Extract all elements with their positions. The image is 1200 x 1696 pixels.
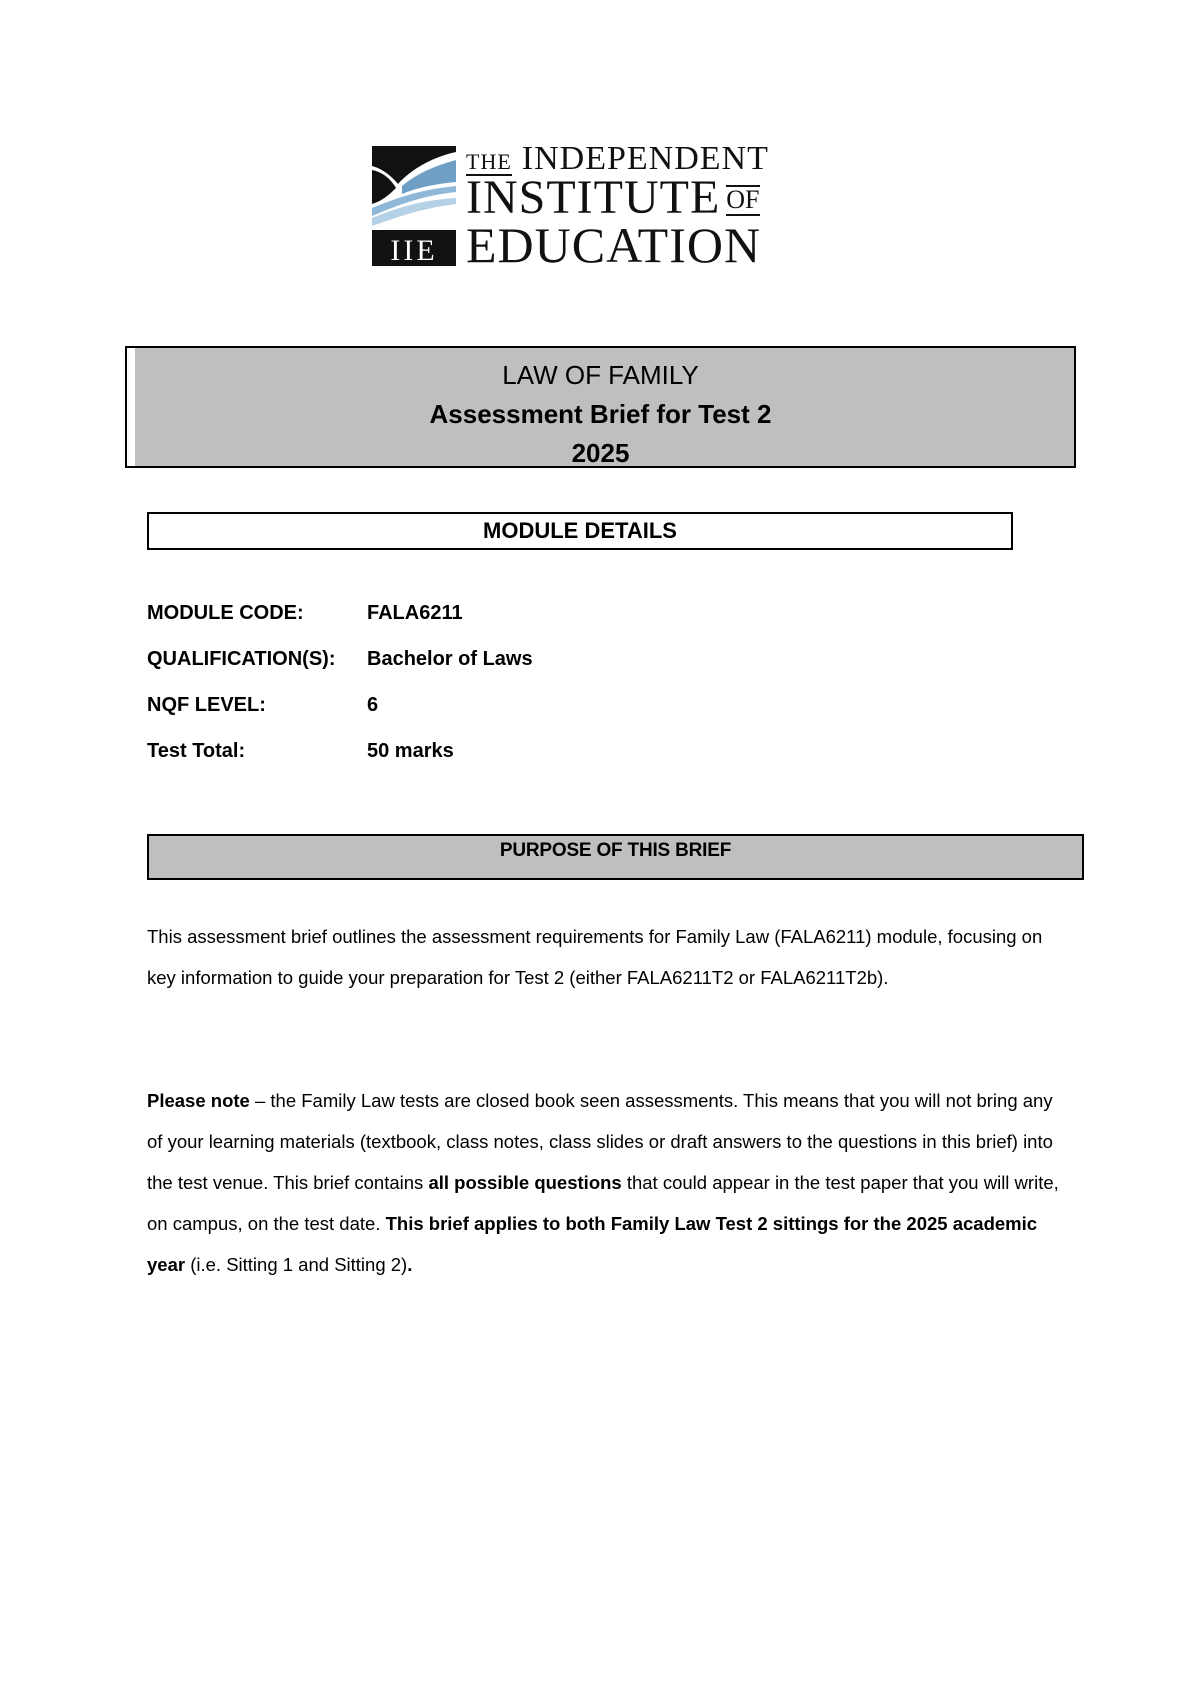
- please-note-lead: Please note: [147, 1090, 250, 1111]
- logo-wordmark: [466, 140, 769, 273]
- iie-logo-mark-icon: [372, 146, 456, 266]
- title-subject: LAW OF FAMILY: [502, 360, 699, 390]
- detail-value: FALA6211: [367, 601, 463, 624]
- iie-logo: [372, 140, 844, 273]
- title-box: [125, 346, 1076, 468]
- purpose-paragraph-1: This assessment brief outlines the assessment requirements for Family Law (FALA6211) module, focusing on key information to guide your preparation for Test 2 (either FALA6211T2 or FALA6211T2b).: [147, 926, 1043, 988]
- para2-text-2: that could appear in the test paper that you will write, on campus, on the test date.: [147, 1172, 1059, 1234]
- detail-label: Test Total:: [147, 739, 246, 762]
- module-details-list: [147, 590, 847, 774]
- logo-institute: INSTITUTE: [466, 171, 721, 224]
- title-assessment: Assessment Brief for Test 2: [429, 399, 772, 429]
- title-year: 2025: [571, 438, 630, 468]
- para2-text-1: – the Family Law tests are closed book seen assessments. This means that you will not bring any of your learning materials (textbook, class notes, class slides or draft answers to the questions in this brief) into the test venue. This brief contains: [147, 1090, 1053, 1193]
- detail-row-test-total: [147, 728, 847, 774]
- para2-text-3: (i.e. Sitting 1 and Sitting 2): [185, 1254, 408, 1275]
- logo-education: EDUCATION: [466, 217, 762, 273]
- para2-bold-2: This brief applies to both Family Law Test 2 sittings for the 2025 academic year: [147, 1213, 1038, 1275]
- detail-label: QUALIFICATION(S):: [147, 647, 336, 670]
- para2-text-4: .: [407, 1254, 413, 1275]
- detail-value: 6: [367, 693, 379, 716]
- para2-bold-1: all possible questions: [428, 1172, 622, 1193]
- detail-label: MODULE CODE:: [147, 601, 304, 624]
- logo-independent: INDEPENDENT: [521, 140, 769, 177]
- purpose-header: PURPOSE OF THIS BRIEF: [147, 834, 1084, 880]
- purpose-paragraph-2: [147, 1080, 1067, 1285]
- detail-row-module-code: [147, 590, 847, 636]
- detail-row-qualification: [147, 636, 847, 682]
- detail-value: Bachelor of Laws: [367, 647, 533, 670]
- logo-the: THE: [466, 149, 512, 174]
- detail-label: NQF LEVEL:: [147, 693, 266, 716]
- detail-row-nqf-level: [147, 682, 847, 728]
- module-details-header: MODULE DETAILS: [147, 512, 1013, 550]
- logo-mark-text: IIE: [390, 234, 438, 266]
- detail-value: 50 marks: [367, 739, 454, 762]
- logo-of: OF: [726, 185, 760, 214]
